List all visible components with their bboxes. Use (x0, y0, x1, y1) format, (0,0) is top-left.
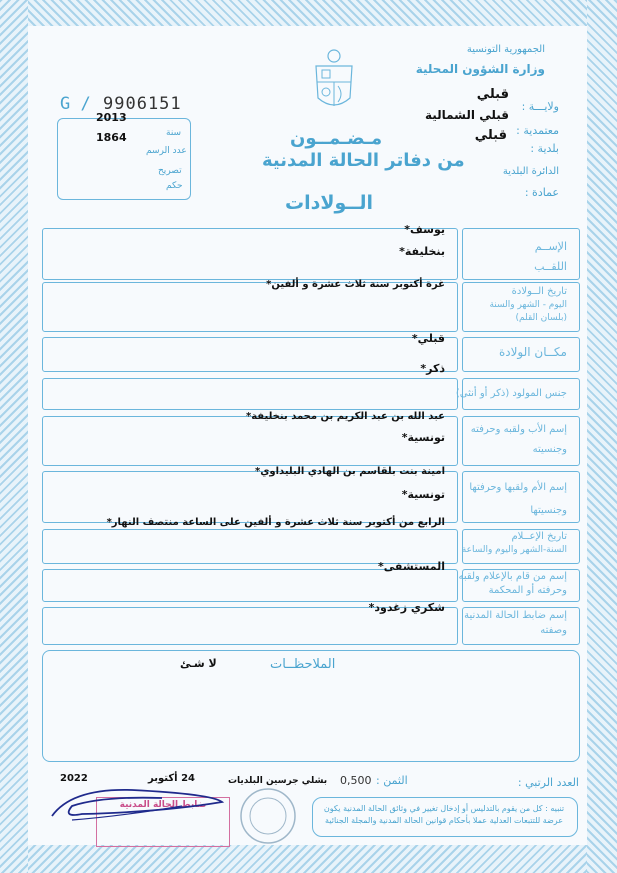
mother-nationality: تونسية* (401, 488, 445, 501)
ministry-label: وزارة الشؤون المحلية (415, 62, 545, 76)
declarant-label-1: إسم من قام بالإعلام ولقبه (458, 571, 567, 582)
year-label: سنة (166, 128, 182, 138)
gender-value-box (42, 378, 458, 410)
issue-text: بشلي جرسين البلديات (228, 776, 328, 786)
father-nationality: تونسية* (401, 431, 445, 444)
fee-value: 0,500 (340, 774, 372, 787)
state-label: ولايـــة : (521, 100, 559, 113)
stamp-label: ضابط الحالة المدنية (119, 800, 207, 810)
issue-day: 24 أكتوبر (148, 773, 195, 784)
name-value-box (42, 228, 458, 280)
registration-year: 2013 (96, 111, 127, 124)
border-right (587, 0, 617, 873)
municipality-value: قبلي (474, 128, 507, 143)
mother-value-box (42, 471, 458, 523)
municipality-label: بلدية : (530, 142, 559, 155)
birth-date-label-1: تاريخ الــولادة (511, 286, 567, 297)
father-label-1: إسم الأب ولقبه وحرفته (470, 424, 567, 435)
serial-prefix: G / (60, 94, 91, 114)
surname-label: اللقــب (534, 260, 567, 273)
notice-text: تنبيه : كل من يقوم بالتدليس أو إدخال تغيير في وثائق الحالة المدنية يكون عرضة للتتبعات العدلية عملا بأحكام قوانين الحالة المدنية والمجلة الجنائية (323, 804, 565, 825)
fee-label: الثمن : (376, 774, 408, 787)
officer-value: شكري زغدود* (368, 601, 445, 614)
declaration-date-value: الرابع من أكتوبر سنة ثلاث عشرة و ألفين على الساعة منتصف النهار* (106, 517, 445, 528)
border-top (0, 0, 617, 26)
father-label-2: وجنسيته (532, 444, 567, 455)
issue-year: 2022 (60, 773, 88, 784)
judgment-label: حكم (166, 181, 183, 191)
delegation-label: معتمدية : (516, 124, 559, 137)
signature-icon (42, 776, 242, 836)
father-value-box (42, 416, 458, 466)
name-label: الإســم (534, 240, 567, 253)
title-line1: مـضـمــون (290, 128, 383, 149)
state-value: قبلي (476, 87, 509, 102)
municipal-seal-icon (238, 786, 298, 846)
title-line3: الــولادات (285, 192, 374, 214)
birth-date-value: غرة أكتوبر سنة ثلاث عشرة و ألفين* (266, 279, 445, 290)
declarant-label-2: وحرفته أو المحكمة (488, 585, 567, 596)
order-number-label: العدد الرتبي : (517, 776, 579, 789)
birth-date-label-3: (بلسان القلم) (515, 313, 567, 323)
border-left (0, 0, 28, 873)
number-label: عدد الرسم (146, 146, 187, 156)
mother-value: امينة بنت بلقاسم بن الهادي البليداوي* (255, 466, 445, 477)
border-bottom (0, 845, 617, 873)
declaration-date-label-2: السنة-الشهر واليوم والساعة (461, 545, 567, 555)
father-value: عبد الله بن عبد الكريم بن محمد بنخليفة* (246, 411, 445, 422)
remarks-value: لا شـئ (180, 657, 217, 670)
officer-label-2: وصفته (540, 625, 567, 636)
declarant-value-box (42, 569, 458, 602)
birth-place-value-box (42, 337, 458, 372)
birth-date-label-2: اليوم - الشهر والسنة (489, 300, 567, 310)
mother-label-2: وجنسيتها (530, 505, 567, 516)
delegation-value: قبلي الشمالية (424, 108, 509, 122)
remarks-label: الملاحظــات (270, 657, 336, 672)
serial-number: 9906151 (103, 94, 182, 114)
birth-place-value: قبلي* (411, 332, 445, 345)
declaration-date-label-1: تاريخ الإعــلام (511, 531, 567, 542)
registration-number: 1864 (96, 131, 127, 144)
declaration-date-value-box (42, 529, 458, 564)
declaration-label: تصريح (158, 166, 182, 176)
declarant-value: المستشفى* (378, 560, 445, 573)
tunisia-coat-of-arms-icon (310, 48, 358, 114)
name-value: يوسف* (404, 223, 445, 236)
mother-label-1: إسم الأم ولقبها وحرفتها (469, 482, 567, 493)
omda-label: عمادة : (524, 186, 559, 199)
birth-place-label: مكــان الولادة (498, 345, 567, 359)
title-line2: من دفاتر الحالة المدنية (262, 150, 465, 171)
gender-value: ذكر* (420, 362, 445, 375)
republic-label: الجمهورية التونسية (466, 44, 545, 55)
municipal-district-label: الدائرة البلدية (502, 166, 559, 177)
officer-label-1: إسم ضابط الحالة المدنية (464, 610, 567, 621)
gender-label: جنس المولود (ذكر أو أنثى) (455, 388, 567, 399)
surname-value: بنخليفة* (399, 245, 445, 258)
